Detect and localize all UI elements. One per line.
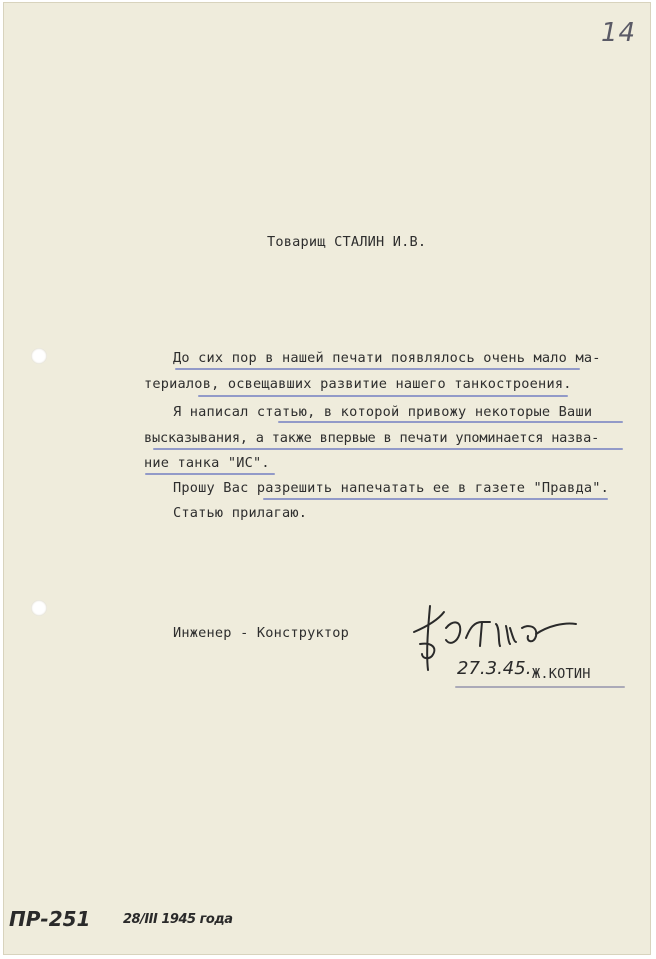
body-line-4: высказывания, а также впервые в печати упоминается назва- (144, 430, 600, 446)
body-line-6: Прошу Вас разрешить напечатать ее в газете "Правда". (173, 480, 609, 496)
pencil-underline (278, 421, 623, 423)
body-line-5: ние танка "ИС". (144, 455, 270, 471)
body-line-1: До сих пор в нашей печати появлялось очень мало ма- (173, 350, 601, 366)
pencil-underline (145, 473, 275, 475)
signatory-title: Инженер - Конструктор (173, 625, 350, 641)
body-line-2: териалов, освещавших развитие нашего танкостроения. (144, 376, 572, 392)
document-page (3, 2, 651, 955)
body-line-7: Статью прилагаю. (173, 505, 308, 521)
signature-date: 27.3.45. (457, 658, 532, 679)
punch-hole-bottom (31, 600, 47, 616)
pencil-underline (175, 368, 580, 370)
archive-code: ПР-251 (9, 907, 91, 931)
pencil-underline (153, 448, 623, 450)
body-line-3: Я написал статью, в которой привожу некоторые Ваши (173, 404, 593, 420)
signatory-name: Ж.КОТИН (532, 666, 591, 682)
pencil-underline (263, 498, 608, 500)
handwritten-signature (408, 598, 598, 708)
pencil-underline (198, 395, 568, 397)
signature-underline (455, 686, 625, 688)
page-number: 14 (601, 18, 637, 48)
salutation: Товарищ СТАЛИН И.В. (267, 234, 427, 250)
archive-date: 28/III 1945 года (123, 912, 233, 927)
punch-hole-top (31, 348, 47, 364)
